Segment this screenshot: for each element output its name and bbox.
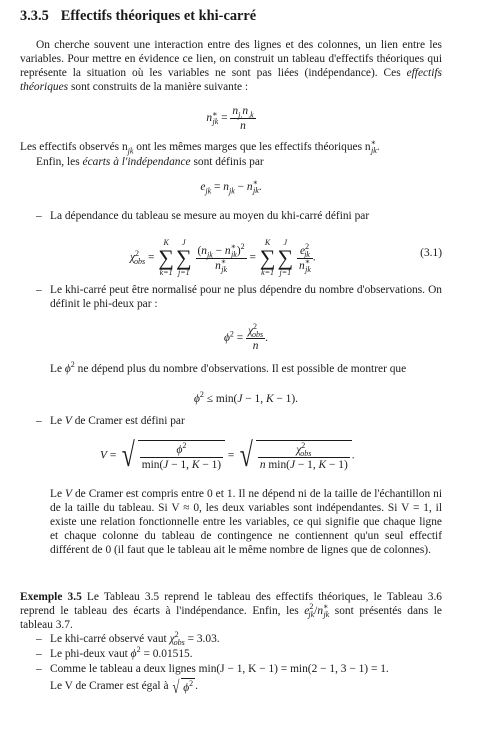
deviation-text-end: sont définis par [190,156,264,168]
example-text-end: sont présentés dans le tableau 3.7. [20,605,442,631]
observed-text-a: Les effectifs observés n [20,141,128,153]
section-heading [20,7,460,25]
equation-theoretical: $n^∗_{jk}$ = $\frac{n_{j.}n_{.k}}{n}$ [206,105,254,132]
example-min-text: Comme le tableau a deux lignes min(J − 1, K − 1) = min(2 − 1, 3 − 1) = 1. [50,663,389,675]
equation-deviation: $e_{jk} = n_{jk} - n^∗_{jk}$. [200,178,262,196]
section-number: 3.3.5 [20,8,49,24]
equation-number: (3.1) [420,247,442,259]
list-item-chi2: – La dépendance du tableau se mesure au moyen du khi-carré défini par [36,209,442,223]
chi2-definition-text: La dépendance du tableau se mesure au moyen du khi-carré défini par [50,210,370,222]
example-block: Exemple 3.5 Le Tableau 3.5 reprend le tableau des effectifs théoriques, le Tableau 3.6 reprend le tableau des écarts à l'indépendance. Enfin, les $e^2_{jk}/n^∗_{jk}$ sont présentés dans le tableau 3.7. [20,591,442,631]
deviation-paragraph [36,155,456,169]
deviation-text: Enfin, les [36,156,83,168]
example-item-chi2: – Le khi-carré observé vaut $\chi^2_{obs} = 3.03$. [36,630,220,648]
intro-emphasis: effectifs théoriques [20,67,442,93]
list-item-phi2: – Le khi-carré peut être normalisé pour ne plus dépendre du nombre d'observations. On définit le phi-deux par : [36,284,442,310]
example-chi2-text: Le khi-carré observé vaut [50,633,167,645]
deviation-emphasis: écarts à l'indépendance [82,156,191,168]
phi2-definition-text: Le khi-carré peut être normalisé pour ne plus dépendre du nombre d'observations. On définit le phi-deux par : [50,284,442,310]
phi2-note-text: ne dépend plus du nombre d'observations. Il est possible de montrer que [77,363,407,375]
cramer-def-pre: Le [50,415,65,427]
example-text: Le Tableau 3.5 reprend le tableau des effectifs théoriques, le Tableau 3.6 reprend le tableau des écarts à l'indépendance. Enfin, les [20,591,442,617]
example-cramer-text: Le V de Cramer est égal à [50,680,169,693]
example-item-phi2: – Le phi-deux vaut $\phi^2 = 0.01515$. [36,645,193,660]
observed-paragraph: Les effectifs observés $n_{jk}$ ont les mêmes marges que les effectifs théoriques $n^∗_{jk}$. [20,138,380,156]
equation-chi2: $\chi^2_{obs}$ = K ∑ k=1 J ∑ j=1 $\frac{(n_{jk} - n^∗_{jk})^2}{n^∗_{jk}}$ = K ∑ k=1 J ∑ j=1 $\frac{e^2_{jk}}{n^∗_{jk}}$ . (3.1) [130,238,442,277]
example-item-cramer: Le V de Cramer est égal à √ $\phi^2$ . [50,676,199,697]
example-label: Exemple 3.5 [20,591,82,603]
example-phi2-value: = 0.01515. [143,648,193,660]
equation-phi2: $\phi^2$ = $\frac{\chi^2_{obs}}{n}$ . [223,322,269,352]
observed-text-b: ont les mêmes marges que les effectifs théoriques n [133,141,371,153]
phi2-note: Le $\phi^2$ ne dépend plus du nombre d'observations. Il est possible de montrer que [50,360,407,375]
intro-text-end: sont construits de la manière suivante : [68,81,249,93]
example-phi2-text: Le phi-deux vaut [50,648,128,660]
cramer-def-post: de Cramer est défini par [71,415,185,427]
list-item-cramer: – Le V de Cramer est défini par [36,415,185,427]
section-title: Effectifs théoriques et khi-carré [60,8,257,24]
example-chi2-value: = 3.03. [187,633,220,645]
intro-paragraph [20,38,442,94]
intro-text: On cherche souvent une interaction entre des lignes et des colonnes, un lien entre les variables. Pour mettre en évidence ce lien, on construit un tableau d'effectifs théoriques qui représente la situation où les variables ne sont pas liées (indépendance). Ces [20,39,442,79]
example-item-min: – Comme le tableau a deux lignes min(J − 1, K − 1) = min(2 − 1, 3 − 1) = 1. [36,662,442,676]
cramer-note: Le V de Cramer est compris entre 0 et 1. Il ne dépend ni de la taille de l'échantillon ni de la taille du tableau. Si V ≈ 0, les deux variables sont indépendantes. Si V = 1, il existe une relation fonctionnelle entre les variables, ce qui signifie que chaque ligne et chaque colonne du tableau de contingence ne contiennent qu'un seul effectif différent de 0 (il faut que le tableau ait le même nombre de lignes que de colonnes). [50,488,442,556]
equation-cramer: V = √ $\frac{\phi^2}{\min(J - 1, K - 1)}$ = √ $\frac{\chi^2_{obs}}{\text{n min(J − 1, K − 1)}}$ . [100,437,355,474]
cramer-note-text: de Cramer est compris entre 0 et 1. Il ne dépend ni de la taille de l'échantillon ni de la taille du tableau. Si V ≈ 0, les deux variables sont indépendantes. Si V = 1, il existe une relation fonctionnelle entre les variables, ce qui signifie que chaque ligne et chaque colonne du tableau de contingence ne contiennent qu'un seul effectif différent de 0 (il faut que le tableau ait le même nombre de lignes que de colonnes). [50,488,442,556]
equation-phi2-bound: $\phi^2 \le \min(J - 1$, K − 1). [193,390,299,405]
